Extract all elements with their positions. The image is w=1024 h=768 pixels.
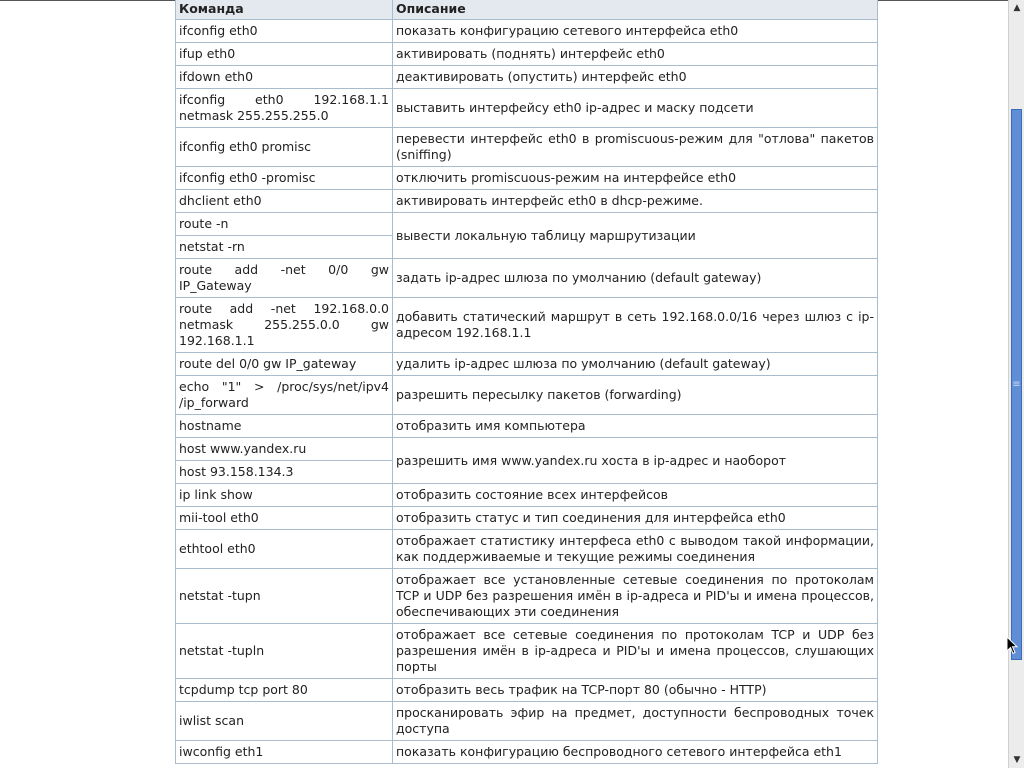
description-cell: активировать (поднять) интерфейс eth0 [393, 43, 878, 66]
table-row [176, 213, 878, 236]
table-row [176, 66, 878, 89]
command-cell: route add -net 192.168.0.0 netmask 255.255.0.0 gw 192.168.1.1 [176, 298, 393, 353]
table-row [176, 415, 878, 438]
command-cell: netstat -rn [176, 236, 393, 259]
command-cell: ifdown eth0 [176, 66, 393, 89]
command-cell: dhclient eth0 [176, 190, 393, 213]
command-cell: netstat -tupn [176, 569, 393, 624]
description-cell: просканировать эфир на предмет, доступности беспроводных точек доступа [393, 702, 878, 741]
command-cell: echo "1" > /proc/sys/net/ipv4 /ip_forward [176, 376, 393, 415]
description-cell: отображает статистику интерфеса eth0 с выводом такой информации, как поддерживаемые и текущие режимы соединения [393, 530, 878, 569]
table-row [176, 530, 878, 569]
table-row [176, 438, 878, 461]
table-row [176, 259, 878, 298]
command-cell: ethtool eth0 [176, 530, 393, 569]
command-cell: tcpdump tcp port 80 [176, 679, 393, 702]
command-cell: hostname [176, 415, 393, 438]
command-cell: host www.yandex.ru [176, 438, 393, 461]
description-cell: перевести интерфейс eth0 в promiscuous-режим для "отлова" пакетов (sniffing) [393, 128, 878, 167]
table-row [176, 128, 878, 167]
command-cell: netstat -tupln [176, 624, 393, 679]
grip-icon: ≡ [1012, 379, 1021, 390]
table-row [176, 679, 878, 702]
table-row [176, 376, 878, 415]
description-cell: отображает все установленные сетевые соединения по протоколам TCP и UDP без разрешения имён в ip-адреса и PID'ы и имена процессов, обеспечивающих эти соединения [393, 569, 878, 624]
command-cell: ifup eth0 [176, 43, 393, 66]
table-row [176, 569, 878, 624]
command-cell: iwconfig eth1 [176, 741, 393, 764]
column-header-command: Команда [176, 0, 393, 20]
command-cell: ip link show [176, 484, 393, 507]
table-row [176, 89, 878, 128]
table-row [176, 741, 878, 764]
table-row [176, 624, 878, 679]
description-cell: задать ip-адрес шлюза по умолчанию (default gateway) [393, 259, 878, 298]
table-row [176, 190, 878, 213]
scroll-down-arrow-icon[interactable]: ▼ [1009, 752, 1024, 768]
description-cell: удалить ip-адрес шлюза по умолчанию (default gateway) [393, 353, 878, 376]
table-row [176, 167, 878, 190]
description-cell: отобразить статус и тип соединения для интерфейса eth0 [393, 507, 878, 530]
table-row [176, 702, 878, 741]
scrollbar-thumb[interactable] [1011, 109, 1022, 660]
description-cell: отобразить имя компьютера [393, 415, 878, 438]
description-cell: отключить promiscuous-режим на интерфейсе eth0 [393, 167, 878, 190]
description-cell: показать конфигурацию беспроводного сетевого интерфейса eth1 [393, 741, 878, 764]
command-cell: ifconfig eth0 promisc [176, 128, 393, 167]
scroll-up-arrow-icon[interactable]: ▲ [1009, 0, 1024, 16]
table-row [176, 353, 878, 376]
description-cell: добавить статический маршрут в сеть 192.168.0.0/16 через шлюз с ip-адресом 192.168.1.1 [393, 298, 878, 353]
table-row [176, 20, 878, 43]
command-cell: mii-tool eth0 [176, 507, 393, 530]
description-cell: отображает все сетевые соединения по протоколам TCP и UDP без разрешения имён в ip-адреса и PID'ы и имена процессов, слушающих порты [393, 624, 878, 679]
description-cell: выставить интерфейсу eth0 ip-адрес и маску подсети [393, 89, 878, 128]
command-cell: ifconfig eth0 [176, 20, 393, 43]
description-cell: отобразить весь трафик на TCP-порт 80 (обычно - HTTP) [393, 679, 878, 702]
command-cell: route add -net 0/0 gw IP_Gateway [176, 259, 393, 298]
mouse-cursor-icon [1006, 636, 1020, 656]
command-cell: ifconfig eth0 -promisc [176, 167, 393, 190]
command-cell: iwlist scan [176, 702, 393, 741]
table-row [176, 43, 878, 66]
description-cell: отобразить состояние всех интерфейсов [393, 484, 878, 507]
description-cell: вывести локальную таблицу маршрутизации [393, 213, 878, 259]
column-header-description: Описание [393, 0, 878, 20]
command-cell: host 93.158.134.3 [176, 461, 393, 484]
table-row [176, 298, 878, 353]
command-cell: route del 0/0 gw IP_gateway [176, 353, 393, 376]
command-cell: ifconfig eth0 192.168.1.1 netmask 255.255.255.0 [176, 89, 393, 128]
description-cell: деактивировать (опустить) интерфейс eth0 [393, 66, 878, 89]
table-row [176, 484, 878, 507]
network-commands-table [175, 0, 878, 764]
description-cell: активировать интерфейс eth0 в dhcp-режиме. [393, 190, 878, 213]
description-cell: разрешить имя www.yandex.ru хоста в ip-адрес и наоборот [393, 438, 878, 484]
command-cell: route -n [176, 213, 393, 236]
table-row [176, 507, 878, 530]
description-cell: показать конфигурацию сетевого интерфейса eth0 [393, 20, 878, 43]
description-cell: разрешить пересылку пакетов (forwarding) [393, 376, 878, 415]
table-header-row [176, 0, 878, 20]
